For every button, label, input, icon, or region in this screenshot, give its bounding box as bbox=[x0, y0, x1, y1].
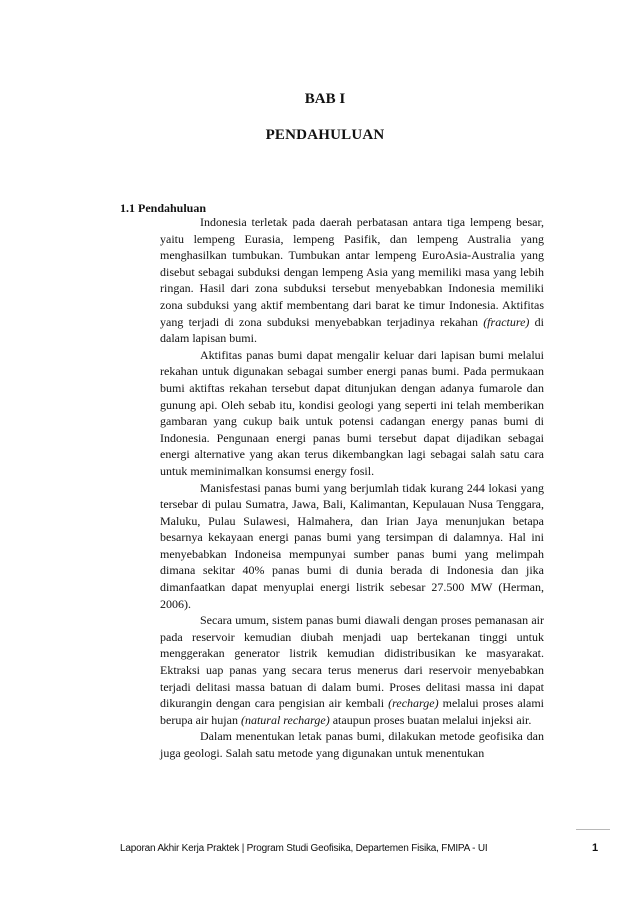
page-number: 1 bbox=[592, 842, 599, 854]
italic-term: (natural recharge) bbox=[240, 712, 330, 727]
paragraph-text: Aktifitas panas bumi dapat mengalir keluar dari lapisan bumi melalui rekahan untuk digunakan sebagai sumber energi panas bumi. Pada permukaan bumi aktiftas rekahan tersebut dapat ditunjukan dengan adanya fumarole dan gunung api. Oleh sebab itu, kondisi geologi yang seperti ini telah memberikan gambaran yang cukup baik untuk potensi cadangan energy panas bumi di Indonesia. Pengunaan energi panas bumi tersebut dapat dijadikan sebagai energi alternative yang akan terus dikembangkan lagi sebagai salah satu cara untuk meminimalkan konsumsi energy fosil. bbox=[160, 347, 544, 478]
footer-divider bbox=[576, 829, 610, 830]
footer-text: Laporan Akhir Kerja Praktek | Program Studi Geofisika, Departemen Fisika, FMIPA - UI bbox=[120, 843, 488, 854]
paragraph bbox=[160, 347, 544, 480]
paragraph-text: Dalam menentukan letak panas bumi, dilakukan metode geofisika dan juga geologi. Salah satu metode yang digunakan untuk menentukan bbox=[160, 729, 544, 760]
paragraph bbox=[160, 728, 544, 761]
section-heading: 1.1 Pendahuluan bbox=[120, 201, 207, 215]
paragraph bbox=[160, 612, 544, 728]
body-text bbox=[160, 214, 544, 762]
paragraph bbox=[160, 480, 544, 613]
paragraph-text: Indonesia terletak pada daerah perbatasan antara tiga lempeng besar, yaitu lempeng Eurasia, lempeng Pasifik, dan lempeng Australia yang menghasilkan tumbukan. Tumbukan antar lempeng EuroAsia-Australia yang disebut sebagai subduksi dengan lempeng Asia yang memiliki masa yang lebih ringan. Hasil dari zona subduksi tersebut menyebabkan Indonesia memiliki zona subduksi yang aktif membentang dari barat ke timur Indonesia. Aktifitas yang terjadi di zona subduksi menyebabkan terjadinya rekahan bbox=[160, 215, 544, 329]
paragraph-text: Secara umum, sistem panas bumi diawali dengan proses pemanasan air pada reservoir kemudian diubah menjadi uap bertekanan tinggi untuk menggerakan generator listrik kemudian didistribusikan ke masyarakat. Ektraksi uap panas yang secara terus menerus dari reservoir menyebabkan terjadi delitasi massa batuan di dalam bumi. Proses delitasi massa ini dapat dikurangin dengan cara pengisian air kembali bbox=[160, 613, 544, 711]
paragraph-text: ataupun proses buatan melalui injeksi air. bbox=[329, 712, 532, 727]
paragraph-text: Manisfestasi panas bumi yang berjumlah tidak kurang 244 lokasi yang tersebar di pulau Sumatra, Jawa, Bali, Kalimantan, Kepulauan Nusa Tenggara, Maluku, Pulau Sulawesi, Halmahera, dan Irian Jaya menunjukan betapa besarnya kekayaan energi panas bumi yang tersimpan di dalamnya. Hal ini menyebabkan Indoneisa mempunyai sumber panas bumi yang melimpah dimana sekitar 40% panas bumi di dunia berada di Indonesia dan jika dimanfaatkan dapat menyuplai energi listrik sebesar 27.500 MW (Herman, 2006). bbox=[160, 480, 544, 611]
chapter-number: BAB I bbox=[304, 91, 346, 107]
paragraph-text: melalui proses alami berupa air hujan bbox=[160, 696, 544, 727]
paragraph bbox=[160, 214, 544, 347]
italic-term: (fracture) bbox=[483, 314, 530, 329]
chapter-title: PENDAHULUAN bbox=[265, 127, 385, 143]
italic-term: (recharge) bbox=[388, 696, 439, 711]
paragraph-text: di dalam lapisan bumi. bbox=[160, 314, 544, 346]
